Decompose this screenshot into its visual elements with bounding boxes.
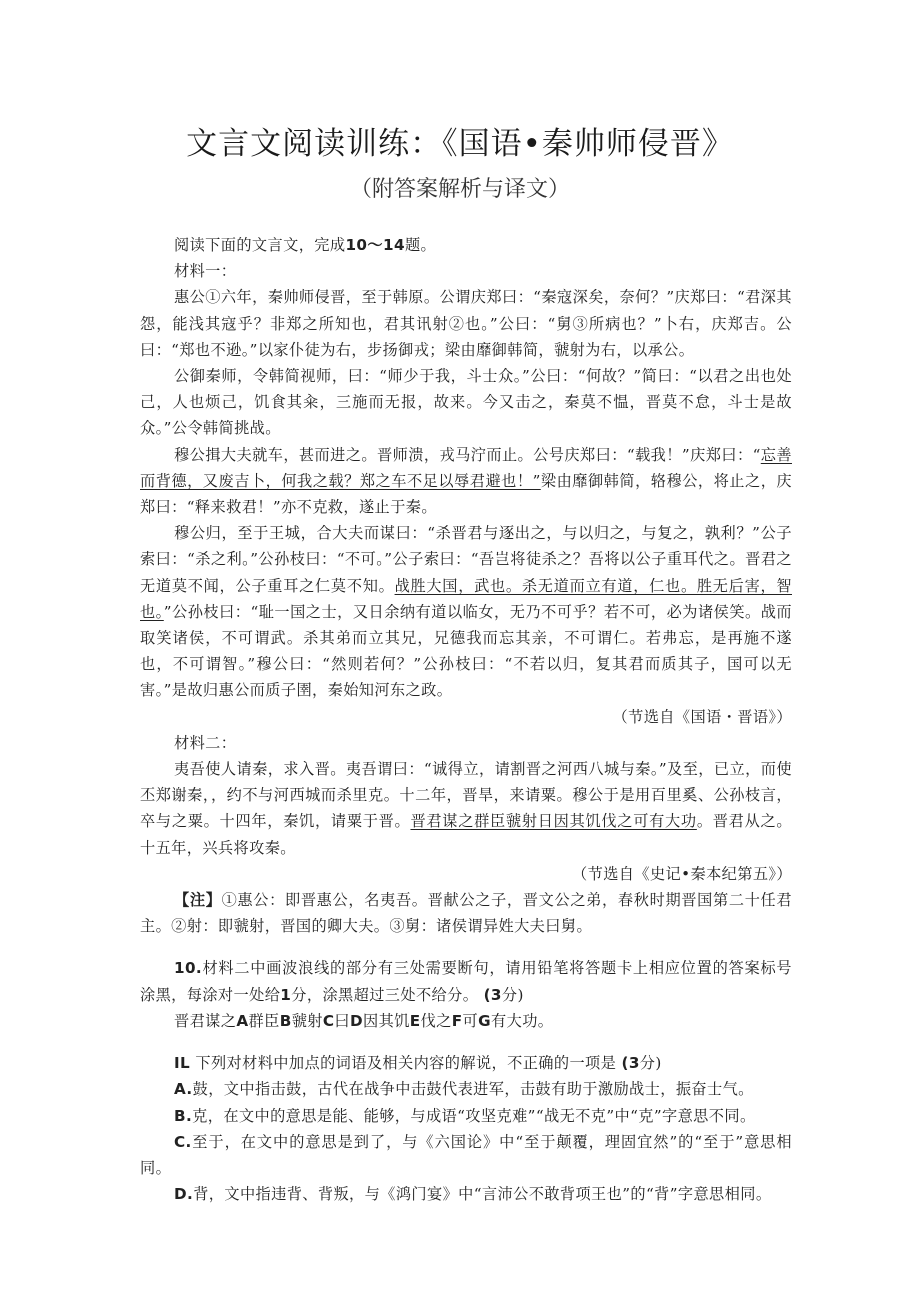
q11-number: IL [174,1054,191,1073]
q11-score: (3 [621,1054,640,1073]
material1-p3-post: 梁由靡御韩简，辂穆公，将止之，庆郑曰：“释来救君！”亦不克救，遂止于秦。 [140,471,792,517]
q10-text-1: 材料二中画波浪线的部分有三处需要断句，请用铅笔将答题卡上相应位置的答案标号涂黑，每涂对一处给 [140,959,792,1004]
q10-point: 1 [280,985,292,1004]
intro-range: 10〜14 [345,236,405,254]
q11-option-c-text: 至于，在文中的意思是到了，与《六国论》中“至于颠覆，理固宜然”的“至于”意思相同。 [140,1132,792,1177]
q11-option-a-text: 鼓，文中指击鼓，古代在战争中击鼓代表进军，击鼓有助于激励战士，振奋士气。 [192,1080,754,1099]
note-text: ①惠公：即晋惠公，名夷吾。晋献公之子，晋文公之弟，春秋时期晋国第二十任君主。②射：即虢射，晋国的卿大夫。③舅：诸侯谓异姓大夫曰舅。 [140,891,792,936]
q10-score-unit: 分) [501,985,524,1004]
page-subtitle: （附答案解析与译文） [349,177,570,202]
intro-pre: 阅读下面的文言文，完成 [174,236,346,254]
q11-option-d-text: 背，文中指违背、背叛，与《鸿门宴》中“言沛公不敢背项王也”的“背”字意思相同。 [193,1185,772,1204]
q10-key-g: G [478,1011,492,1030]
q11-option-b-key: B. [174,1106,193,1125]
question-10 [140,955,792,1007]
material2-source: （节选自《史记•秦本纪第五》） [572,864,792,883]
note-label: 【注】 [174,891,222,910]
q11-stem: 下列对材料中加点的词语及相关内容的解说，不正确的一项是 [195,1054,617,1073]
q10-sentence [140,1008,792,1034]
q10-key-b: B [279,1011,292,1030]
q11-option-a [140,1076,792,1102]
q11-option-b [140,1103,792,1129]
material1-label: 材料一： [174,262,237,281]
material1-paragraph-3 [140,442,792,521]
q10-key-f: F [451,1011,463,1030]
q10-seg-1: 群臣 [248,1011,280,1030]
intro-line [140,232,792,258]
material1-paragraph-2: 公御秦师，令韩简视师，曰：“师少于我，斗士众。”公曰：“何故？”简曰：“以君之出也处己，人也烦己，饥食其籴，三施而无报，故来。今又击之，秦莫不愠，晋莫不怠，斗士是故众。”公令韩简挑战。 [140,367,792,438]
q10-seg-6: 可 [462,1011,479,1030]
material2-p1-post: 。晋君从之。十五年，兴兵将攻秦。 [140,812,792,857]
material1-source: （节选自《国语・晋语》） [612,707,792,726]
q11-option-d [140,1181,792,1207]
q10-seg-2: 虢射 [291,1011,323,1030]
q10-seg-5: 伐之 [420,1011,452,1030]
q11-option-b-text: 克，在文中的意思是能、能够，与成语“攻坚克难”“战无不克”中“克”字意思不同。 [192,1106,756,1125]
material1-paragraph-4 [140,520,792,703]
q11-score-unit: 分) [639,1054,662,1073]
page-title: 文言文阅读训练：《国语•秦帅师侵晋》 [186,126,734,162]
q11-option-c-key: C. [174,1132,192,1151]
spacer [140,939,792,955]
material1-p4-pre: 穆公归，至于王城，合大夫而谋曰：“杀晋君与逐出之，与以归之，与复之，孰利？”公子索曰：“杀之利。”公孙枝曰：“不可。”公子索曰：“吾岂将徒杀之？吾将以公子重耳代之。晋君之无道莫不闻，公子重耳之仁莫不知。 [140,524,792,595]
q10-key-a: A [236,1011,249,1030]
spacer [140,1034,792,1050]
material2-wavy-underlined: 晋君谋之群臣虢射日因其饥伐之可有大功 [410,812,697,831]
q10-seg-3: 曰 [334,1011,351,1030]
question-11 [140,1050,792,1076]
q10-score: (3 [483,985,502,1004]
material1-p4-post: ”公孙枝曰：“耻一国之士，又日余纳有道以临女，无乃不可乎？若不可，必为诸侯笑。战而取笑诸侯，不可谓武。杀其弟而立其兄，兄德我而忘其亲，不可谓仁。若弗忘，是再施不遂也，不可谓智。”穆公曰：“然则若何？”公孙枝曰：“不若以归，复其君而质其子，国可以无害。”是故归惠公而质子圉，秦始知河东之政。 [140,602,792,700]
q10-key-c: C [322,1011,335,1030]
material2-label: 材料二： [174,733,237,752]
q10-key-e: E [409,1011,421,1030]
q10-seg-0: 晋君谋之 [174,1011,237,1030]
q10-key-d: D [350,1011,364,1030]
q10-seg-4: 因其饥 [363,1011,410,1030]
q11-option-c [140,1129,792,1181]
q11-option-a-key: A. [174,1080,193,1099]
intro-post: 题。 [404,236,437,254]
material1-paragraph-1: 惠公①六年，秦帅师侵晋，至于韩原。公谓庆郑曰：“秦寇深矣，奈何？”庆郑曰：“君深其怨，能浅其寇乎？非郑之所知也，君其讯射②也。”公曰：“舅③所病也？”卜右，庆郑吉。公曰：“郑也不逊。”以家仆徒为右，步扬御戎；梁由靡御韩简，虢射为右，以承公。 [140,288,792,359]
q10-number: 10. [174,959,203,978]
q11-option-d-key: D. [174,1185,194,1204]
material2-paragraph-1 [140,756,792,861]
material1-p4-underlined: 战胜大国，武也。杀无道而立有道，仁也。胜无后害，智也。 [140,576,792,621]
material1-p3-pre: 穆公揖大夫就车，甚而进之。晋师溃，戎马泞而止。公号庆郑曰：“载我！”庆郑曰：“ [174,445,761,464]
note [140,887,792,939]
material2-p1-pre: 夷吾使人请秦，求入晋。夷吾谓曰：“诚得立，请割晋之河西八城与秦。”及至，已立，而使丕郑谢秦，，约不与河西城而杀里克。十二年，晋旱，来请粟。穆公于是用百里奚、公孙枝言，卒与之粟。十四年，秦饥，请粟于晋。 [140,760,792,831]
document-body [140,232,792,1207]
q10-seg-7: 有大功。 [491,1011,554,1030]
material1-p3-underlined: 忘善而背德，又废吉卜，何我之载？郑之车不足以辱君避也！” [140,445,792,490]
q10-text-2: 分，涂黑超过三处不给分。 [291,985,479,1004]
